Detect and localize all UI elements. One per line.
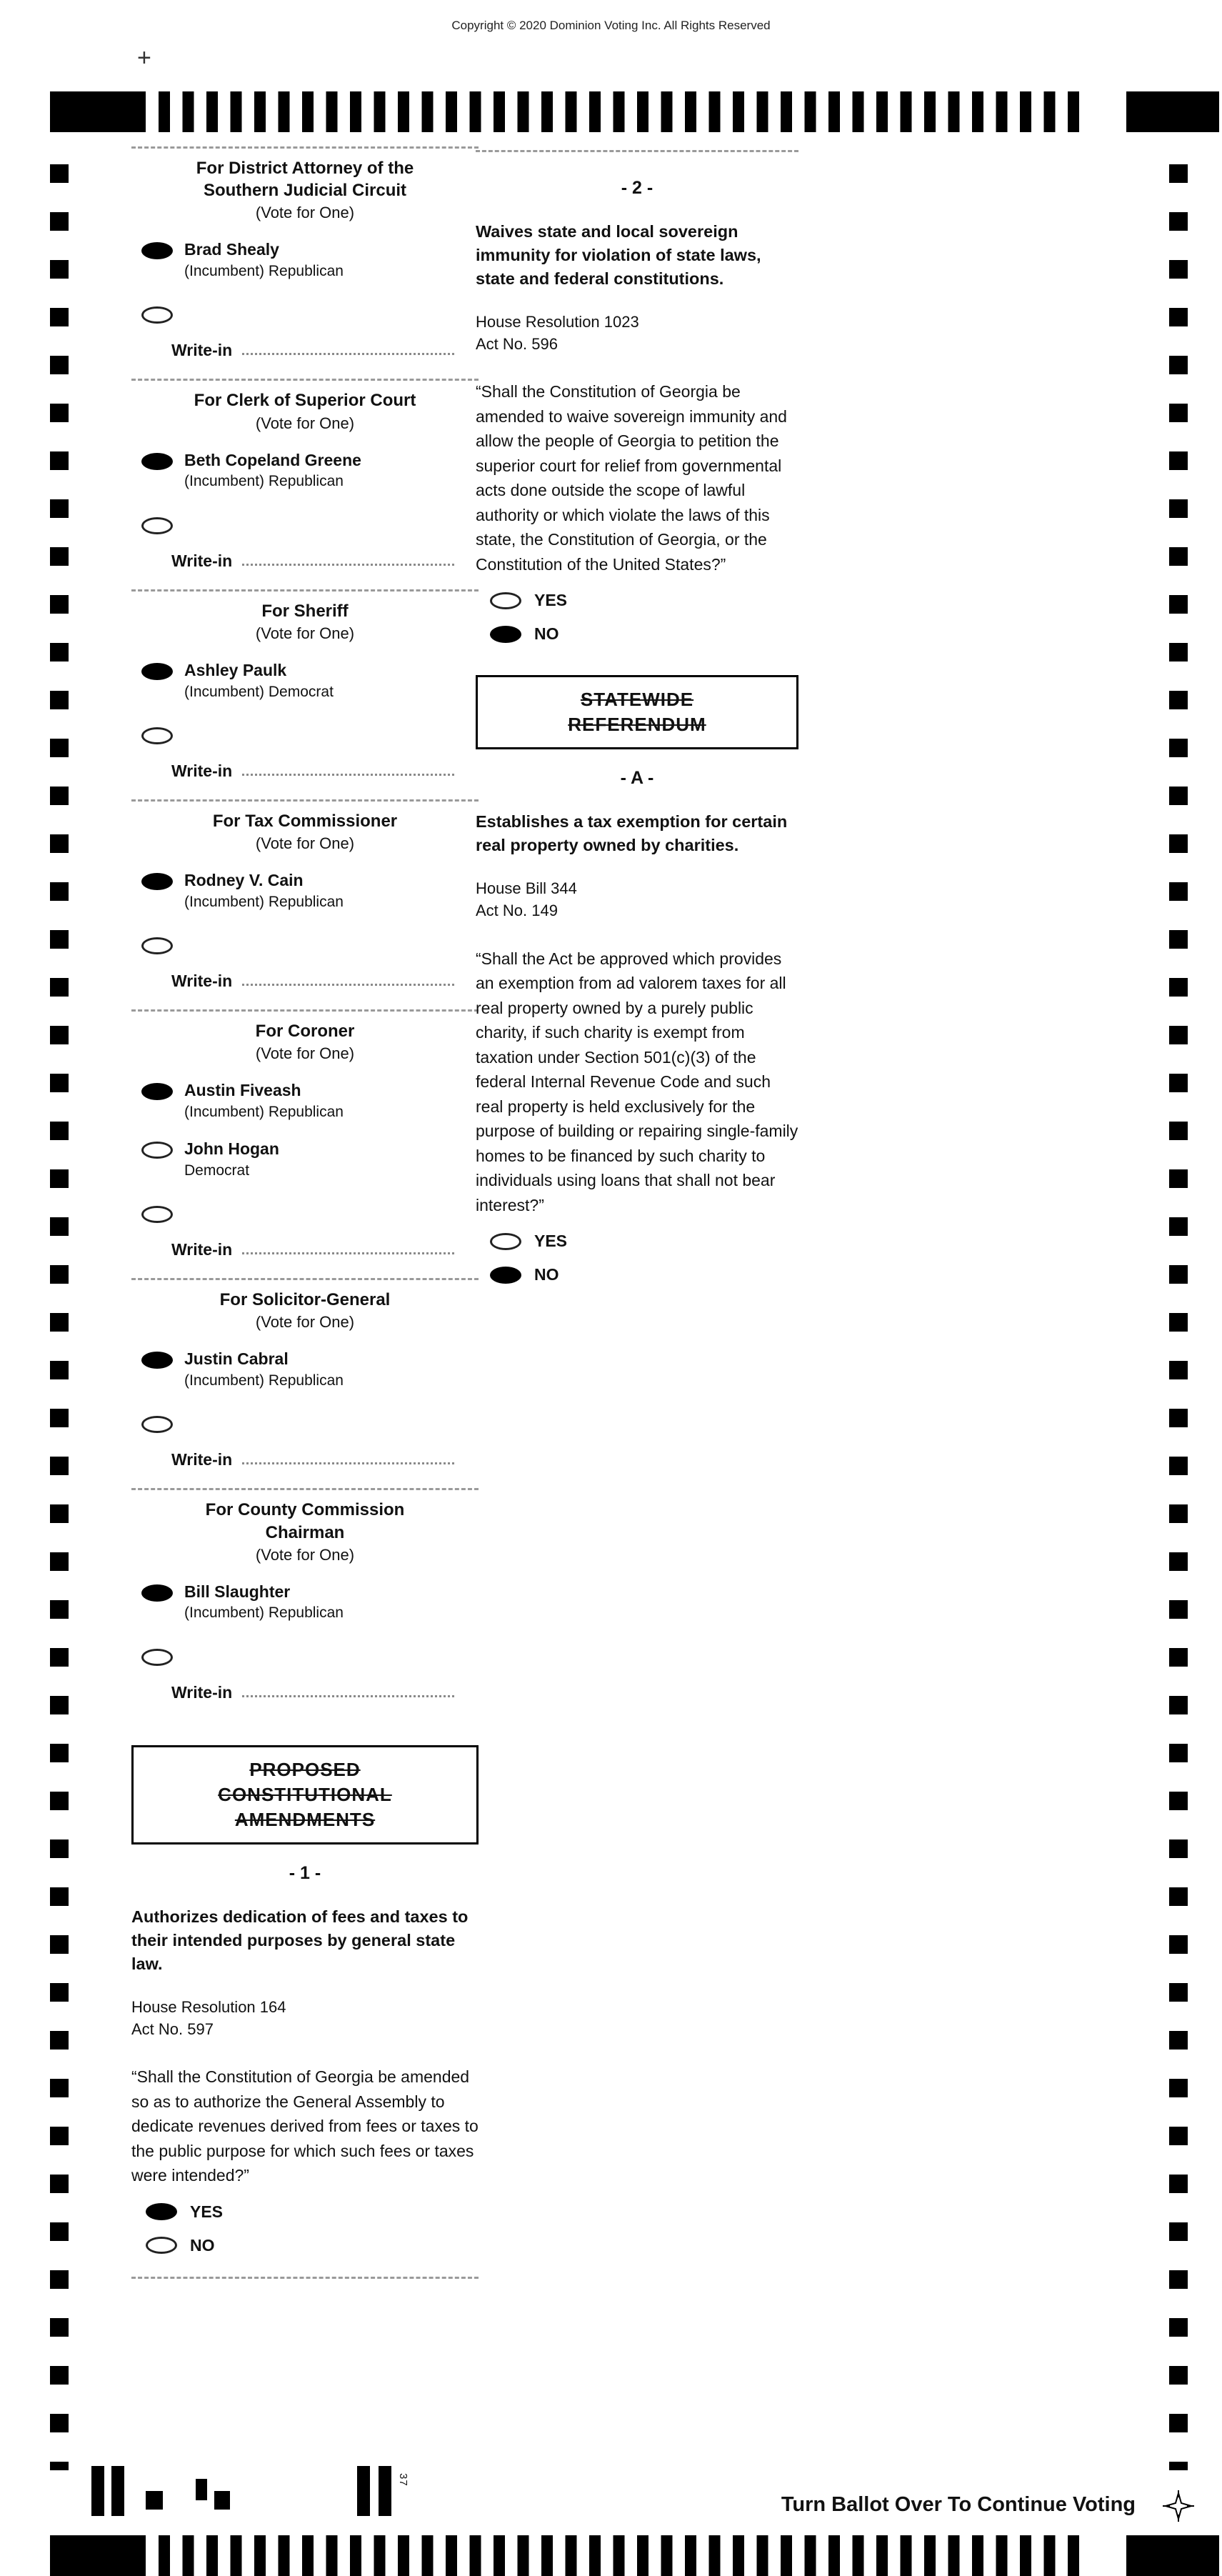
timing-block-top-left bbox=[50, 91, 146, 132]
write-in-line[interactable] bbox=[242, 556, 454, 566]
candidate-name: Rodney V. Cain bbox=[184, 870, 304, 889]
candidate-party: (Incumbent) Republican bbox=[184, 1372, 344, 1389]
referendum-header-text: STATEWIDE REFERENDUM bbox=[568, 689, 706, 736]
ballot-code-mark bbox=[357, 2466, 370, 2516]
measure-question: “Shall the Constitution of Georgia be amended to waive sovereign immunity and allow the people of Georgia to petition the superior court for relief from governmental acts done outside the scope of lawful authority or which violate the laws of this state, the Constitution of Georgia, or the Constitution of the United States?” bbox=[476, 382, 787, 574]
measure-amendment-2 bbox=[476, 150, 798, 651]
candidate-party: (Incumbent) Republican bbox=[184, 263, 344, 280]
candidate-row bbox=[131, 1080, 479, 1122]
measure-reference-line1: House Resolution 164 bbox=[131, 1997, 286, 2016]
candidate-party: (Incumbent) Republican bbox=[184, 473, 344, 490]
timing-block-bottom-right bbox=[1126, 2535, 1219, 2576]
contest-title: For Sheriff bbox=[261, 601, 349, 621]
write-in-oval-row bbox=[131, 1413, 479, 1433]
ballot-code-mark bbox=[214, 2491, 230, 2510]
amendments-header-box bbox=[131, 1745, 479, 1844]
candidate-text bbox=[184, 870, 344, 912]
write-in-label: Write-in bbox=[171, 1450, 233, 1469]
vote-oval[interactable] bbox=[141, 1352, 173, 1369]
measure-number: - 2 - bbox=[621, 178, 653, 198]
write-in-line[interactable] bbox=[242, 766, 454, 776]
ballot-code-mark bbox=[196, 2479, 207, 2500]
vote-for-instruction: (Vote for One) bbox=[255, 1545, 355, 1564]
candidate-text bbox=[184, 1349, 344, 1390]
ballot-code-mark bbox=[146, 2491, 163, 2510]
write-in-oval-row bbox=[131, 304, 479, 324]
write-in-oval-row bbox=[131, 514, 479, 534]
candidate-row bbox=[131, 870, 479, 912]
vote-for-instruction: (Vote for One) bbox=[255, 414, 355, 432]
candidate-text bbox=[184, 1582, 344, 1623]
yes-label: YES bbox=[534, 591, 568, 610]
no-oval[interactable] bbox=[490, 626, 521, 643]
write-in-oval-row bbox=[131, 1646, 479, 1666]
contest-title: For Clerk of Superior Court bbox=[194, 391, 416, 411]
timing-block-bottom-left bbox=[50, 2535, 146, 2576]
contest-clerk-superior-court bbox=[131, 379, 479, 589]
candidate-text bbox=[184, 1080, 344, 1122]
candidate-party: Democrat bbox=[184, 1162, 250, 1179]
yes-choice-row bbox=[131, 2202, 479, 2222]
yes-oval[interactable] bbox=[146, 2203, 177, 2220]
write-in-label: Write-in bbox=[171, 341, 233, 360]
measure-summary: Authorizes dedication of fees and taxes to their intended purposes by general state law. bbox=[131, 1907, 469, 1973]
measure-reference-line2: Act No. 149 bbox=[476, 902, 558, 920]
vote-oval[interactable] bbox=[141, 1083, 173, 1100]
write-in-row bbox=[131, 341, 479, 360]
write-in-oval[interactable] bbox=[141, 1649, 173, 1666]
yes-label: YES bbox=[534, 1232, 568, 1251]
no-choice-row bbox=[476, 624, 798, 644]
write-in-row bbox=[131, 972, 479, 991]
write-in-oval-row bbox=[131, 1203, 479, 1223]
registration-cross-mark bbox=[1163, 2490, 1194, 2522]
vote-oval[interactable] bbox=[141, 1142, 173, 1159]
vote-for-instruction: (Vote for One) bbox=[255, 834, 355, 852]
measure-reference bbox=[131, 1996, 479, 2040]
ballot-code-mark bbox=[379, 2466, 391, 2516]
candidate-text bbox=[184, 450, 361, 491]
contest-title: For Tax Commissioner bbox=[212, 811, 398, 831]
vote-oval[interactable] bbox=[141, 1584, 173, 1602]
write-in-oval[interactable] bbox=[141, 517, 173, 534]
write-in-label: Write-in bbox=[171, 761, 233, 780]
amendments-header-text: PROPOSED CONSTITUTIONAL AMENDMENTS bbox=[218, 1758, 392, 1830]
candidate-party: (Incumbent) Republican bbox=[184, 893, 344, 910]
no-label: NO bbox=[534, 1265, 559, 1284]
no-oval[interactable] bbox=[146, 2237, 177, 2254]
vote-for-instruction: (Vote for One) bbox=[255, 624, 355, 642]
write-in-row bbox=[131, 762, 479, 781]
yes-choice-row bbox=[476, 1232, 798, 1251]
measure-reference bbox=[476, 311, 798, 355]
left-column bbox=[131, 146, 479, 2279]
write-in-line[interactable] bbox=[242, 345, 454, 355]
write-in-line[interactable] bbox=[242, 1244, 454, 1254]
write-in-label: Write-in bbox=[171, 1240, 233, 1259]
candidate-party: (Incumbent) Republican bbox=[184, 1103, 344, 1120]
copyright-notice: Copyright © 2020 Dominion Voting Inc. All Rights Reserved bbox=[451, 19, 771, 32]
measure-summary: Waives state and local sovereign immunity for violation of state laws, state and federal constitutions. bbox=[476, 222, 761, 288]
vote-oval[interactable] bbox=[141, 663, 173, 680]
contest-coroner bbox=[131, 1009, 479, 1278]
vote-oval[interactable] bbox=[141, 453, 173, 470]
candidate-name: Justin Cabral bbox=[184, 1349, 289, 1369]
no-choice-row bbox=[131, 2236, 479, 2255]
candidate-text bbox=[184, 660, 334, 702]
ballot-code-mark bbox=[111, 2466, 124, 2516]
contest-county-commission-chairman bbox=[131, 1488, 479, 1720]
write-in-label: Write-in bbox=[171, 551, 233, 570]
referendum-header-box bbox=[476, 675, 798, 749]
write-in-label: Write-in bbox=[171, 1682, 233, 1702]
write-in-oval[interactable] bbox=[141, 937, 173, 954]
candidate-row bbox=[131, 239, 479, 281]
write-in-label: Write-in bbox=[171, 971, 233, 990]
candidate-party: (Incumbent) Democrat bbox=[184, 683, 334, 700]
no-label: NO bbox=[534, 624, 559, 644]
measure-reference-line2: Act No. 596 bbox=[476, 334, 558, 353]
vote-for-instruction: (Vote for One) bbox=[255, 1044, 355, 1063]
write-in-row bbox=[131, 551, 479, 571]
ballot-code-mark bbox=[91, 2466, 104, 2516]
timing-block-top-right bbox=[1126, 91, 1219, 132]
measure-question: “Shall the Act be approved which provides an exemption from ad valorem taxes for all real property owned by a purely public charity, if such charity is exempt from taxation under Section 501(c)(3) of the federal Internal Revenue Code and such real property is held exclusively for the purpose of building or repairing single-family homes to be financed by such charity to individuals using loans that shall not bear interest?” bbox=[476, 949, 798, 1214]
timing-marks-top bbox=[159, 91, 1091, 132]
candidate-row bbox=[131, 450, 479, 491]
measure-reference-line1: House Resolution 1023 bbox=[476, 312, 639, 331]
write-in-oval-row bbox=[131, 724, 479, 744]
turn-ballot-over-text: Turn Ballot Over To Continue Voting bbox=[781, 2493, 1136, 2516]
write-in-oval[interactable] bbox=[141, 727, 173, 744]
measure-amendment-1 bbox=[131, 1863, 479, 2279]
candidate-name: Beth Copeland Greene bbox=[184, 450, 361, 469]
candidate-row bbox=[131, 1349, 479, 1390]
measure-reference-line1: House Bill 344 bbox=[476, 879, 577, 898]
measure-summary: Establishes a tax exemption for certain real property owned by charities. bbox=[476, 812, 788, 855]
candidate-name: Brad Shealy bbox=[184, 240, 279, 259]
contest-solicitor-general bbox=[131, 1278, 479, 1488]
measure-question: “Shall the Constitution of Georgia be amended so as to authorize the General Assembly to dedicate revenues derived from fees or taxes to the public purpose for which such fees or taxes were intended?” bbox=[131, 2067, 479, 2185]
candidate-row bbox=[131, 660, 479, 702]
candidate-name: John Hogan bbox=[184, 1139, 279, 1159]
measure-number: - A - bbox=[620, 768, 654, 789]
registration-plus-mark: + bbox=[137, 44, 151, 71]
yes-label: YES bbox=[190, 2202, 224, 2221]
candidate-row bbox=[131, 1582, 479, 1623]
candidate-name: Austin Fiveash bbox=[184, 1081, 301, 1100]
no-label: NO bbox=[190, 2235, 215, 2255]
measure-number: - 1 - bbox=[289, 1862, 321, 1883]
write-in-line[interactable] bbox=[242, 976, 454, 986]
no-oval[interactable] bbox=[490, 1267, 521, 1284]
contest-title: For Coroner bbox=[255, 1021, 355, 1041]
write-in-row bbox=[131, 1683, 479, 1702]
sheet-code: 37 bbox=[397, 2473, 409, 2487]
registration-cross-icon bbox=[1163, 2490, 1194, 2522]
contest-district-attorney bbox=[131, 146, 479, 379]
contest-tax-commissioner bbox=[131, 799, 479, 1009]
candidate-name: Ashley Paulk bbox=[184, 660, 287, 679]
yes-oval[interactable] bbox=[490, 1233, 521, 1250]
vote-for-instruction: (Vote for One) bbox=[255, 204, 355, 222]
write-in-oval-row bbox=[131, 934, 479, 954]
write-in-oval[interactable] bbox=[141, 1206, 173, 1223]
right-column bbox=[476, 150, 798, 1292]
timing-marks-bottom bbox=[159, 2535, 1091, 2576]
measure-reference-line2: Act No. 597 bbox=[131, 2020, 214, 2038]
write-in-oval[interactable] bbox=[141, 1416, 173, 1433]
measure-referendum-a bbox=[476, 768, 798, 1292]
write-in-row bbox=[131, 1240, 479, 1259]
contest-title: For Solicitor-General bbox=[219, 1290, 391, 1310]
candidate-text bbox=[184, 1139, 279, 1180]
measure-reference bbox=[476, 877, 798, 922]
candidate-row bbox=[131, 1139, 479, 1180]
yes-choice-row bbox=[476, 591, 798, 610]
timing-marks-left bbox=[50, 164, 69, 2470]
vote-oval[interactable] bbox=[141, 242, 173, 259]
contest-title: For County Commission Chairman bbox=[205, 1500, 405, 1542]
write-in-oval[interactable] bbox=[141, 306, 173, 324]
vote-oval[interactable] bbox=[141, 873, 173, 890]
contest-title: For District Attorney of the Southern Judicial Circuit bbox=[196, 159, 414, 201]
timing-marks-right bbox=[1169, 164, 1188, 2470]
candidate-text bbox=[184, 239, 344, 281]
no-choice-row bbox=[476, 1265, 798, 1284]
vote-for-instruction: (Vote for One) bbox=[255, 1313, 355, 1332]
candidate-name: Bill Slaughter bbox=[184, 1582, 291, 1601]
write-in-row bbox=[131, 1450, 479, 1469]
write-in-line[interactable] bbox=[242, 1687, 454, 1697]
yes-oval[interactable] bbox=[490, 592, 521, 609]
contest-sheriff bbox=[131, 589, 479, 799]
write-in-line[interactable] bbox=[242, 1454, 454, 1464]
candidate-party: (Incumbent) Republican bbox=[184, 1604, 344, 1622]
